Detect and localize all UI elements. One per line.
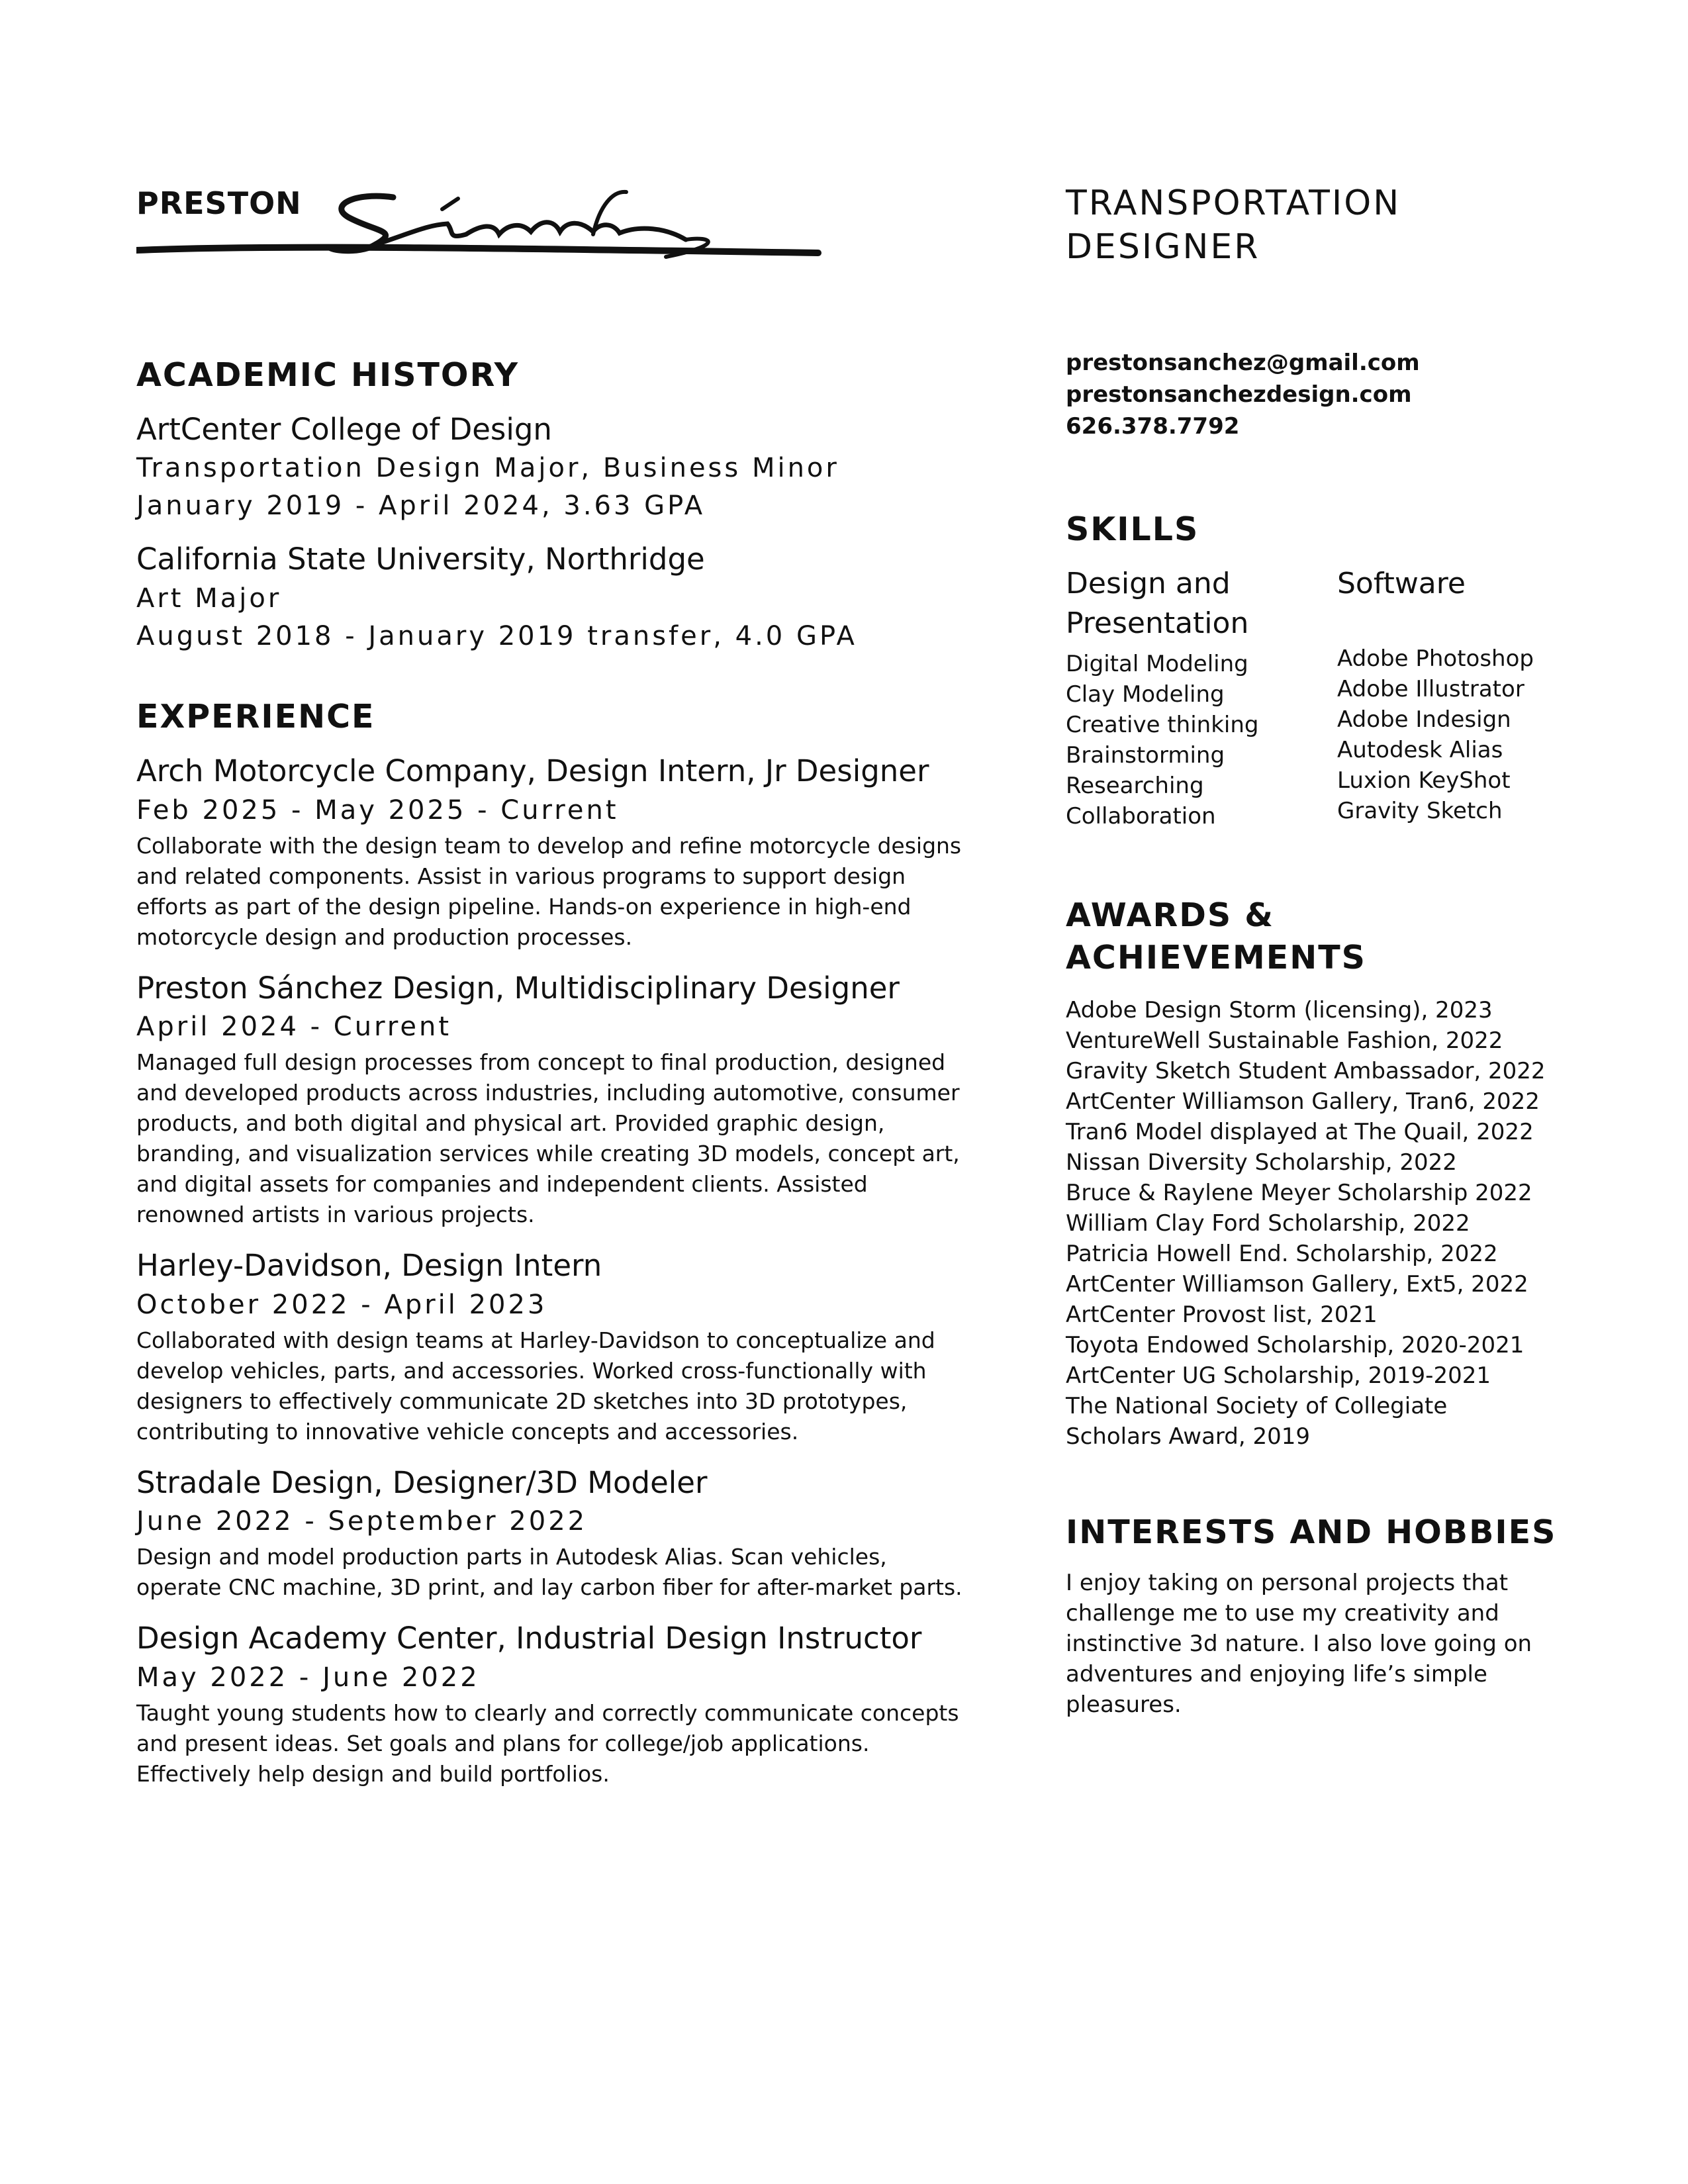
skills-heading: SKILLS [1066,510,1199,548]
list-item: Toyota Endowed Scholarship, 2020-2021 [1066,1331,1524,1358]
job-dates: April 2024 - Current [136,1012,452,1043]
role-title-line: TRANSPORTATION [1066,183,1401,223]
list-item: Bruce & Raylene Meyer Scholarship 2022 [1066,1179,1532,1206]
list-item: Autodesk Alias [1337,736,1503,763]
awards-list [1066,995,1609,1452]
list-item: Adobe Indesign [1337,706,1511,733]
job-entry [136,969,970,1231]
awards-section [1066,894,1609,1452]
list-item: Adobe Illustrator [1337,675,1524,702]
job-description: Collaborated with design teams at Harley-Davidson to conceptualize and develop vehicles, parts, and accessories. Worked cross-functionally with designers to effectively communicate 2D sketches into 3D prototypes, contributing to innovative vehicle concepts and accessories. [136,1327,935,1445]
skills-grid [1066,564,1609,831]
job-entry [136,1463,970,1603]
interests-text: I enjoy taking on personal projects that challenge me to use my creativity and instinctive 3d nature. I also love going on adventures and enjoying life’s simple pleasures. [1066,1570,1532,1719]
academic-heading: ACADEMIC HISTORY [136,356,520,394]
job-description: Taught young students how to clearly and correctly communicate concepts and present ideas. Set goals and plans for college/job applications. Effectively help design and build portfolios. [136,1699,959,1787]
list-item: Clay Modeling [1066,681,1225,708]
job-title: Arch Motorcycle Company, Design Intern, Jr Designer [136,753,929,789]
list-item: ArtCenter Provost list, 2021 [1066,1301,1378,1328]
job-dates: May 2022 - June 2022 [136,1662,480,1693]
awards-heading-line: ACHIEVEMENTS [1066,938,1366,976]
job-dates: June 2022 - September 2022 [136,1506,588,1537]
list-item: Researching [1066,772,1204,799]
right-column [1066,179,1609,1720]
list-item: Scholars Award, 2019 [1066,1423,1311,1450]
school-name: ArtCenter College of Design [136,411,552,447]
job-title: Design Academy Center, Industrial Design Instructor [136,1621,922,1656]
list-item: Creative thinking [1066,711,1259,738]
list-item: Brainstorming [1066,741,1225,769]
job-entry [136,1246,970,1447]
list-item: Luxion KeyShot [1337,767,1511,794]
job-description: Collaborate with the design team to develop and refine motorcycle designs and related components. Assist in various programs to support design efforts as part of the design pipeline. Hands-on experience in high-end motorcycle design and production processes. [136,832,962,950]
list-item: ArtCenter Williamson Gallery, Tran6, 2022 [1066,1088,1540,1115]
list-item: Gravity Sketch [1337,797,1503,824]
list-item: Tran6 Model displayed at The Quail, 2022 [1066,1118,1534,1145]
academic-item [136,410,970,525]
academic-item [136,540,970,655]
list-item: ArtCenter Williamson Gallery, Ext5, 2022 [1066,1270,1528,1298]
experience-section [136,696,970,1789]
dates-line: August 2018 - January 2019 transfer, 4.0 GPA [136,620,857,651]
list-item: William Clay Ford Scholarship, 2022 [1066,1210,1470,1237]
dates-line: January 2019 - April 2024, 3.63 GPA [136,491,706,522]
awards-heading [1066,894,1609,979]
interests-heading: INTERESTS AND HOBBIES [1066,1513,1557,1551]
software-skills-column [1337,564,1609,831]
list-item: Digital Modeling [1066,650,1248,677]
role-title [1066,181,1609,269]
software-skills-heading: Software [1337,566,1466,600]
job-title: Preston Sánchez Design, Multidisciplinary Designer [136,970,900,1006]
list-item: Patricia Howell End. Scholarship, 2022 [1066,1240,1498,1267]
design-skills-heading [1066,564,1337,643]
awards-heading-line: AWARDS & [1066,896,1274,934]
program-line: Transportation Design Major, Business Minor [136,453,839,484]
contact-info [1066,347,1609,442]
school-name: California State University, Northridge [136,542,705,577]
role-title-line: DESIGNER [1066,227,1260,267]
list-item: ArtCenter UG Scholarship, 2019-2021 [1066,1362,1491,1389]
experience-heading: EXPERIENCE [136,698,375,736]
list-item: Adobe Design Storm (licensing), 2023 [1066,996,1493,1023]
design-heading-line: Presentation [1066,606,1249,640]
first-name: PRESTON [136,185,302,221]
signature-graphic [136,179,831,271]
job-description: Design and model production parts in Autodesk Alias. Scan vehicles, operate CNC machine, 3D print, and lay carbon fiber for after-market parts. [136,1544,962,1601]
job-entry [136,1619,970,1789]
interests-section [1066,1511,1609,1721]
job-dates: October 2022 - April 2023 [136,1289,547,1320]
skills-section [1066,508,1609,831]
job-dates: Feb 2025 - May 2025 - Current [136,794,619,826]
job-description: Managed full design processes from concept to final production, designed and developed products across industries, including automotive, consumer products, and both digital and physical art. Provided graphic design, branding, and visualization services while creating 3D models, concept art, and digital assets for companies and independent clients. Assisted renowned artists in various projects. [136,1049,960,1228]
phone-number: 626.378.7792 [1066,413,1240,440]
list-item: VentureWell Sustainable Fashion, 2022 [1066,1027,1503,1054]
design-heading-line: Design and [1066,566,1231,600]
list-item: The National Society of Collegiate [1066,1392,1448,1419]
academic-history-section [136,354,970,655]
software-skills-list [1337,643,1609,826]
email-link[interactable]: prestonsanchez@gmail.com [1066,350,1420,376]
left-column [136,179,970,1805]
job-entry [136,751,970,953]
job-title: Stradale Design, Designer/3D Modeler [136,1464,708,1500]
list-item: Nissan Diversity Scholarship, 2022 [1066,1149,1457,1176]
name-header [136,179,970,271]
list-item: Gravity Sketch Student Ambassador, 2022 [1066,1057,1546,1084]
design-skills-column [1066,564,1337,831]
job-title: Harley-Davidson, Design Intern [136,1248,602,1284]
program-line: Art Major [136,583,282,614]
list-item: Collaboration [1066,802,1216,830]
list-item: Adobe Photoshop [1337,645,1534,672]
design-skills-list [1066,649,1337,831]
website-link[interactable]: prestonsanchezdesign.com [1066,381,1412,408]
